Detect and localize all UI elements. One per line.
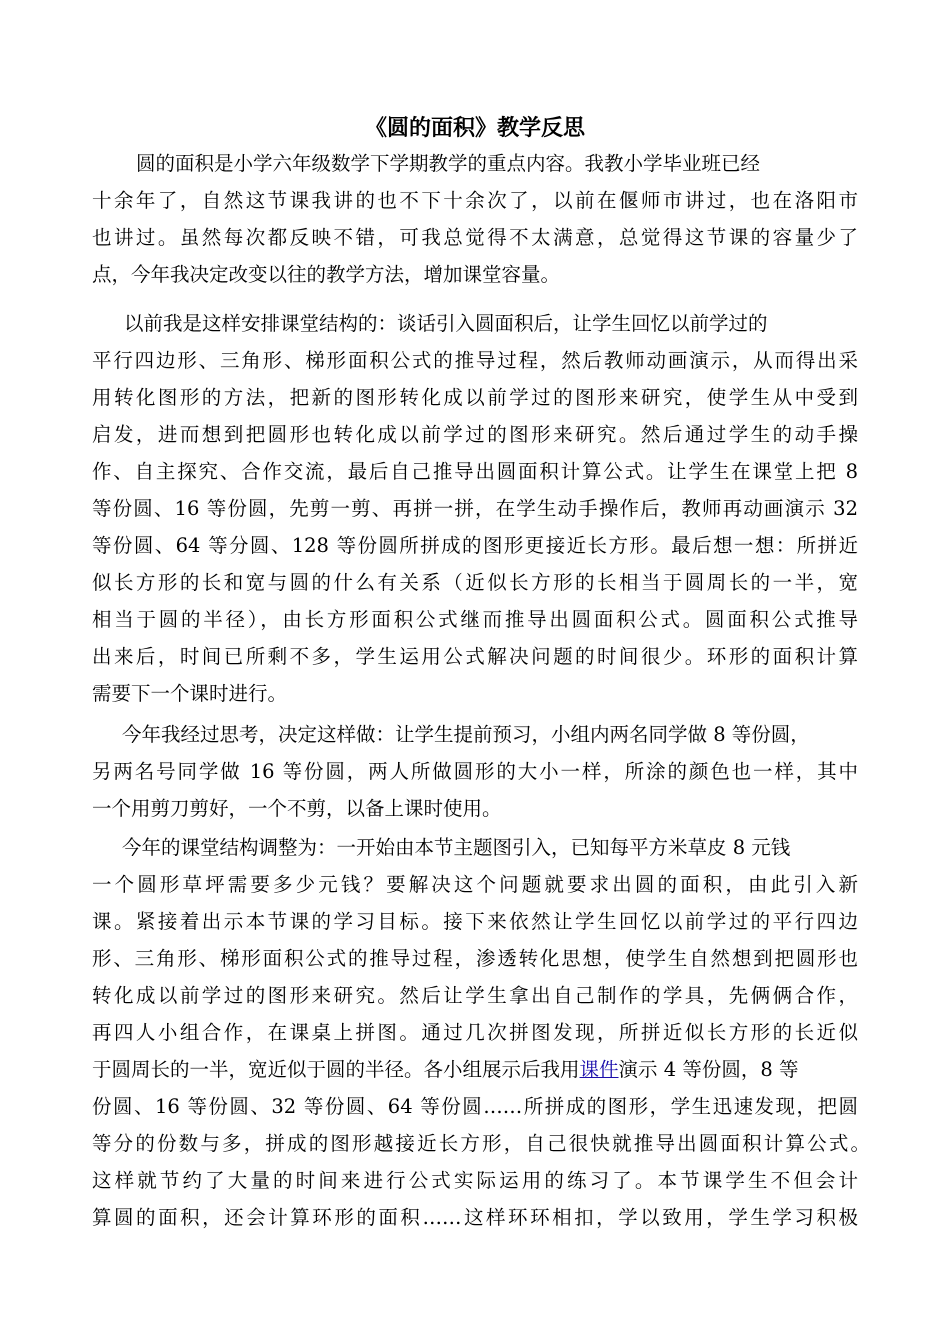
paragraph-line: 再四人小组合作，在课桌上拼图。通过几次拼图发现，所拼近似长方形的长近似: [92, 1021, 858, 1044]
paragraph-line: 转化成以前学过的图形来研究。然后让学生拿出自己制作的学具，先俩俩合作，: [92, 984, 858, 1007]
paragraph-line: 今年我经过思考，决定这样做：让学生提前预习，小组内两名同学做 8 等份圆，: [122, 723, 810, 746]
paragraph-line: 份圆、16 等份圆、32 等份圆、64 等份圆……所拼成的图形，学生迅速发现，把圆: [92, 1095, 858, 1118]
paragraph-line: 等分的份数与多，拼成的图形越接近长方形，自己很快就推导出圆面积计算公式。: [92, 1132, 870, 1155]
paragraph-line: 平行四边形、三角形、梯形面积公式的推导过程，然后教师动画演示，从而得出采: [92, 349, 858, 372]
paragraph-line: 一个用剪刀剪好，一个不剪，以备上课时使用。: [92, 797, 502, 820]
line-text: 演示 4 等份圆，8 等: [618, 1058, 799, 1081]
paragraph-line: 形、三角形、梯形面积公式的推导过程，渗透转化思想，使学生自然想到把圆形也: [92, 947, 858, 970]
paragraph-line: 课。紧接着出示本节课的学习目标。接下来依然让学生回忆以前学过的平行四边: [92, 910, 858, 933]
paragraph-line: 这样就节约了大量的时间来进行公式实际运用的练习了。本节课学生不但会计: [92, 1169, 858, 1192]
paragraph-line: 需要下一个课时进行。: [92, 682, 288, 705]
paragraph-line-with-link: [92, 1051, 858, 1088]
paragraph-line: 今年的课堂结构调整为：一开始由本节主题图引入，已知每平方米草皮 8 元钱: [122, 836, 791, 859]
paragraph-line: 用转化图形的方法，把新的图形转化成以前学过的图形来研究，使学生从中受到: [92, 386, 858, 409]
paragraph-line: 相当于圆的半径），由长方形面积公式继而推导出圆面积公式。圆面积公式推导: [92, 608, 858, 631]
paragraph-line: 十余年了，自然这节课我讲的也不下十余次了，以前在偃师市讲过，也在洛阳市: [92, 189, 858, 212]
paragraph-line: 等份圆、16 等份圆，先剪一剪、再拼一拼，在学生动手操作后，教师再动画演示 32: [92, 497, 858, 520]
paragraph-line: 另两名号同学做 16 等份圆，两人所做圆形的大小一样，所涂的颜色也一样，其中: [92, 760, 858, 783]
paragraph-line: 也讲过。虽然每次都反映不错，可我总觉得不太满意，总觉得这节课的容量少了: [92, 226, 858, 249]
paragraph-line: 启发，进而想到把圆形也转化成以前学过的图形来研究。然后通过学生的动手操: [92, 423, 858, 446]
courseware-link[interactable]: 课件: [579, 1058, 619, 1081]
paragraph-line: 等份圆、64 等分圆、128 等份圆所拼成的图形更接近长方形。最后想一想：所拼近: [92, 534, 858, 557]
paragraph-line: 点，今年我决定改变以往的教学方法，增加课堂容量。: [92, 263, 561, 286]
paragraph-line: 出来后，时间已所剩不多，学生运用公式解决问题的时间很少。环形的面积计算: [92, 645, 858, 668]
page-title: 《圆的面积》教学反思: [364, 115, 585, 141]
paragraph-line: 作、自主探究、合作交流，最后自己推导出圆面积计算公式。让学生在课堂上把 8: [92, 460, 858, 483]
paragraph-line: 以前我是这样安排课堂结构的：谈话引入圆面积后，让学生回忆以前学过的: [124, 312, 768, 335]
paragraph-line: 似长方形的长和宽与圆的什么有关系（近似长方形的长相当于圆周长的一半，宽: [92, 571, 858, 594]
paragraph-line: 算圆的面积，还会计算环形的面积……这样环环相扣，学以致用，学生学习积极: [92, 1206, 858, 1229]
paragraph-line: 一个圆形草坪需要多少元钱？要解决这个问题就要求出圆的面积，由此引入新: [92, 873, 858, 896]
paragraph-line: 圆的面积是小学六年级数学下学期教学的重点内容。我教小学毕业班已经: [136, 152, 761, 175]
line-text: 于圆周长的一半，宽近似于圆的半径。各小组展示后我用: [92, 1058, 580, 1081]
